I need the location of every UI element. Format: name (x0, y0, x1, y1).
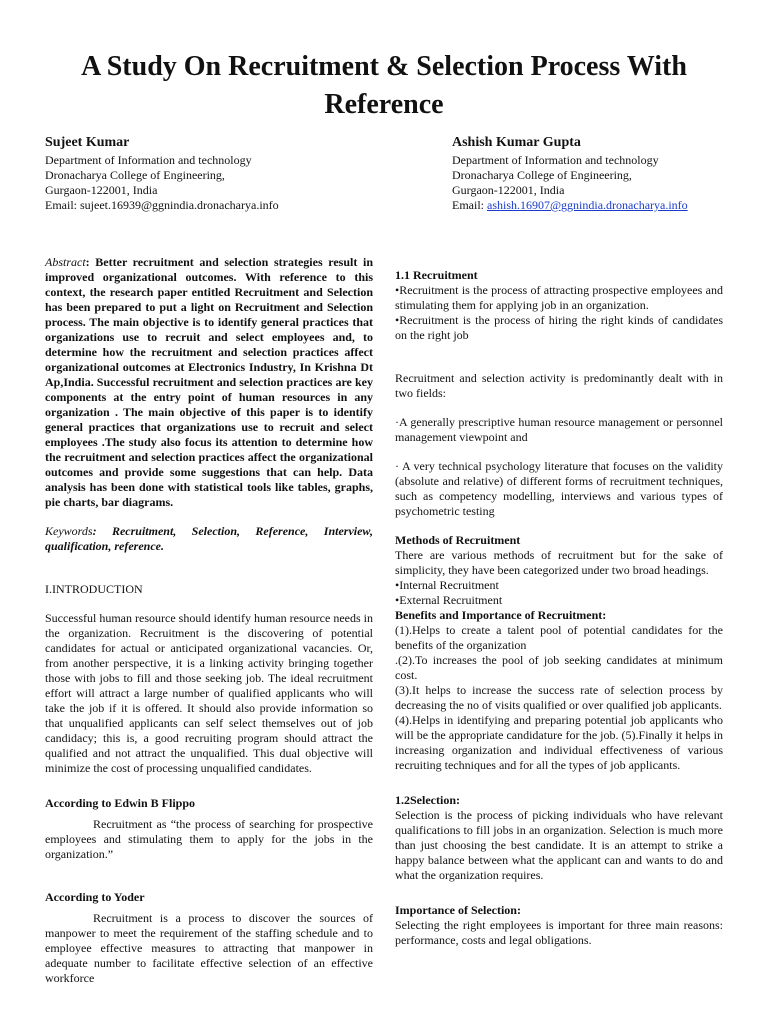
author-dept: Department of Information and technology (452, 153, 659, 167)
benefit-1: (1).Helps to create a talent pool of potential candidates for the benefits of the organization (395, 623, 723, 652)
introduction-text: Successful human resource should identify human resource needs in the organization. Recruitment is the discovering of potential candidates for actual or anticipated organizational vacancies. Or, from another perspective, it is a linking activity bringing together those with jobs to fill and those seeking job. The ideal recruitment effort will attract a large number of qualified applicants who will take the job if it is offered. It should also provide information so that unqualified applicants can self select themselves out of job candidacy; this is, a good recruiting program should attract the qualified and not attract the unqualified. This dual objective will minimize the cost of processing unqualified candidates. (45, 611, 373, 775)
abstract: Abstract: Better recruitment and selection strategies result in improved organizational outcomes. With reference to this context, the research paper entitled Recruitment and Selection has been prepared to put a light on Recruitment and Selection process. The main objective is to identify general practices that organizations use to recruit and select employees and, to determine how the recruitment and selection practices affect organizational outcomes at Electronics Industry, In Krishna Dt Ap,India. Successful recruitment and selection practices are key components at the entry point of human resources in any organization . The main objective of this paper is to identify general practices that organizations use to recruit and select employees .The study also focus its attention to determine how the recruitment and selection practices affect the organizational outcomes and provide some suggestions that can help. Data analysis has been done with statistical tools like tables, graphs, pie charts, bar diagrams. (45, 255, 373, 509)
left-column (45, 255, 373, 986)
methods-heading: Methods of Recruitment (395, 533, 521, 547)
author-email-address: sujeet.16939@ggnindia.dronacharya.info (80, 198, 279, 212)
recruitment-definition-1: •Recruitment is the process of attracting prospective employees and stimulating them for applying job in an organization. (395, 283, 723, 312)
benefit-4: (4).Helps in identifying and preparing potential job applicants who will be the appropriate candidature for the job. (5).Finally it helps in increasing organization and individual effectiveness of various recruiting techniques and for all the types of job applicants. (395, 713, 723, 772)
author-block-2 (452, 135, 688, 213)
section-heading-recruitment: 1.1 Recruitment (395, 268, 478, 282)
right-column (395, 268, 723, 948)
author-college: Dronacharya College of Engineering, (45, 168, 225, 182)
author-dept: Department of Information and technology (45, 153, 252, 167)
author-name: Sujeet Kumar (45, 135, 130, 150)
benefit-3: (3).It helps to increase the success rate of selection process by decreasing the no of visits qualified or over qualified job applicants. (395, 683, 723, 712)
yoder-heading: According to Yoder (45, 890, 145, 904)
field-a: ·A generally prescriptive human resource management or personnel management viewpoint and (395, 415, 723, 444)
fields-intro: Recruitment and selection activity is predominantly dealt with in two fields: (395, 371, 723, 400)
benefit-2: .(2).To increases the pool of job seeking candidates at minimum cost. (395, 653, 723, 682)
benefits-heading: Benefits and Importance of Recruitment: (395, 608, 607, 622)
importance-text: Selecting the right employees is important for three main reasons: performance, costs and legal obligations. (395, 918, 723, 947)
field-b: · A very technical psychology literature that focuses on the validity (absolute and relative) of different forms of recruitment techniques, such as competency modelling, interviews and various types of psychometric testing (395, 459, 723, 518)
paper-title: A Study On Recruitment & Selection Process With Reference (81, 51, 687, 120)
flippo-heading: According to Edwin B Flippo (45, 796, 196, 810)
method-external: •External Recruitment (395, 593, 503, 607)
author-city: Gurgaon-122001, India (45, 183, 158, 197)
selection-text: Selection is the process of picking individuals who have relevant qualifications to fill jobs in an organization. Selection is much more than just choosing the best candidate. It is an attempt to strike a happy balance between what the applicant can and wants to do and what the organization requires. (395, 808, 723, 882)
recruitment-definition-2: •Recruitment is the process of hiring the right kinds of candidates on the right job (395, 313, 723, 342)
methods-text: There are various methods of recruitment but for the sake of simplicity, they have been categorized under two broad headings. (395, 548, 723, 577)
section-heading-selection: 1.2Selection: (395, 793, 460, 807)
keywords: Keywords: Recruitment, Selection, Reference, Interview, qualification, reference. (45, 524, 373, 553)
method-internal: •Internal Recruitment (395, 578, 499, 592)
yoder-text: Recruitment is a process to discover the sources of manpower to meet the requirement of the staffing schedule and to employee effective measures to attracting that manpower in adequate number to facilitate effective selection of an effective workforce (45, 911, 373, 985)
author-email: Email: sujeet.16939@ggnindia.dronacharya.info (45, 198, 279, 212)
flippo-text: Recruitment as “the process of searching for prospective employees and stimulating them to apply for the jobs in the organization.” (45, 817, 373, 861)
importance-heading: Importance of Selection: (395, 903, 521, 917)
author-block-1 (45, 135, 279, 213)
author-college: Dronacharya College of Engineering, (452, 168, 632, 182)
section-heading-introduction: I.INTRODUCTION (45, 582, 143, 596)
author-email: Email: ashish.16907@ggnindia.dronacharya.info (452, 198, 688, 212)
author-email-link[interactable]: ashish.16907@ggnindia.dronacharya.info (487, 198, 688, 212)
author-name: Ashish Kumar Gupta (452, 135, 581, 150)
author-city: Gurgaon-122001, India (452, 183, 565, 197)
